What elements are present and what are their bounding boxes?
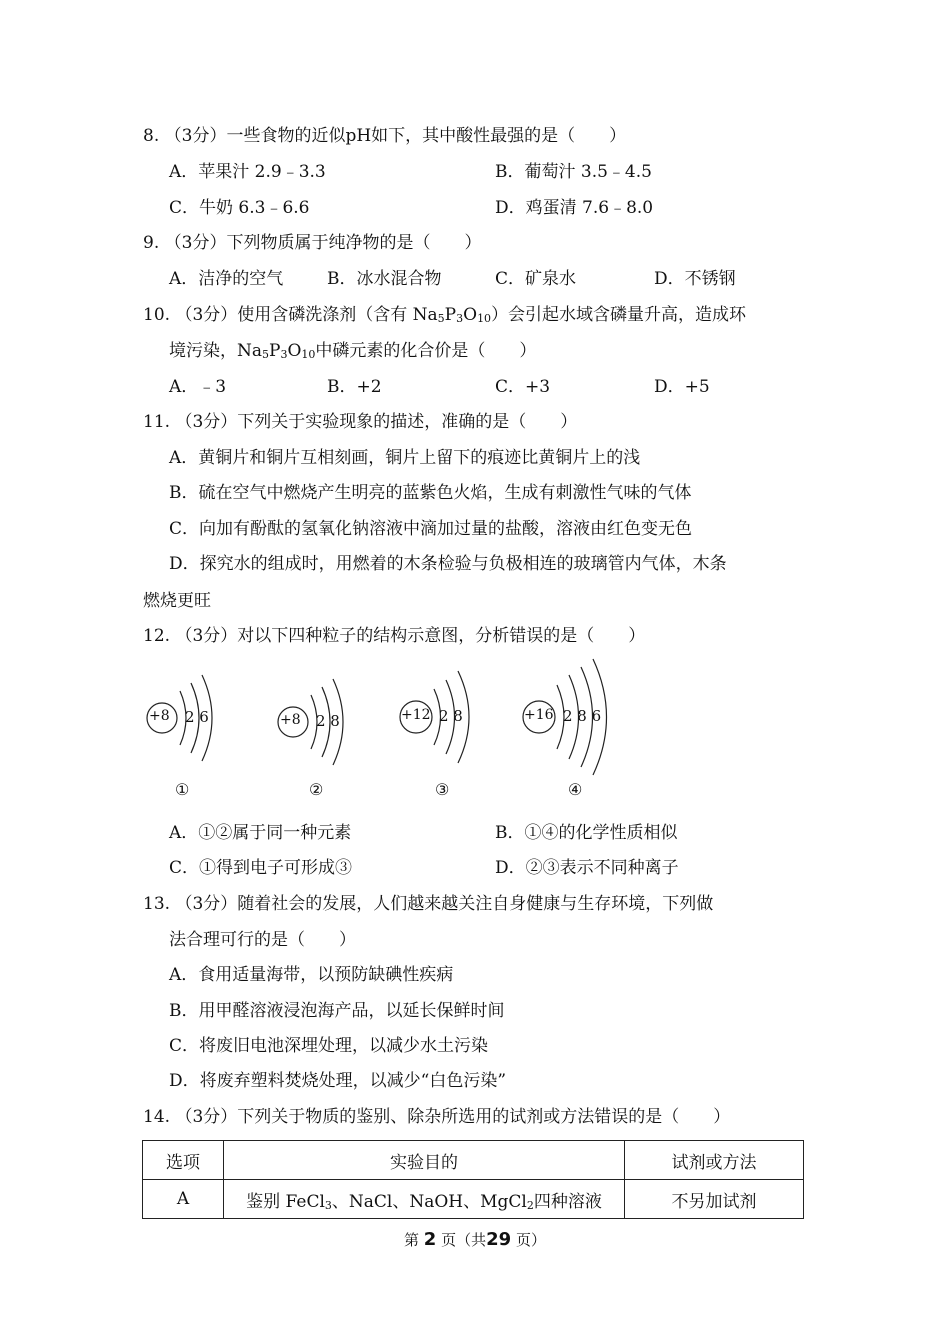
q9-stem: 9. （3分）下列物质属于纯净物的是（ ）: [143, 233, 482, 253]
page-number: 2: [423, 1229, 437, 1250]
page-total: 29: [486, 1229, 512, 1250]
q13-stem: 13. （3分）随着社会的发展，人们越来越关注自身健康与生存环境，下列做: [143, 894, 714, 914]
particle-diagrams: [140, 655, 660, 815]
table-row: [143, 1180, 804, 1219]
q12-stem: 12. （3分）对以下四种粒子的结构示意图，分析错误的是（ ）: [143, 626, 646, 646]
q8-option-b: B．葡萄汁 3.5﹣4.5: [495, 162, 652, 182]
q8-stem: 8. （3分）一些食物的近似pH如下，其中酸性最强的是（ ）: [143, 126, 627, 146]
table-header-method: 试剂或方法: [625, 1141, 804, 1180]
table-cell-purpose: 鉴别 FeCl$_3$、NaCl、NaOH、MgCl$_2$四种溶液: [224, 1180, 625, 1219]
q9-option-a: A．洁净的空气: [169, 269, 284, 289]
q10-stem-line2: 境污染，$Na_5P_3O_{10}$中磷元素的化合价是（ ）: [169, 341, 537, 361]
q9-option-b: B．冰水混合物: [327, 269, 442, 289]
q11-option-a: A．黄铜片和铜片互相刻画，铜片上留下的痕迹比黄铜片上的浅: [169, 448, 641, 468]
particle-4-label: ④: [568, 780, 583, 799]
table-header-purpose: 实验目的: [224, 1141, 625, 1180]
q13-option-a: A．食用适量海带，以预防缺碘性疾病: [169, 965, 454, 985]
table-cell-method: 不另加试剂: [625, 1180, 804, 1219]
q13-option-b: B．用甲醛溶液浸泡海产品，以延长保鲜时间: [169, 1001, 505, 1021]
q8-option-d: D．鸡蛋清 7.6﹣8.0: [495, 198, 654, 218]
q13-stem-line2: 法合理可行的是（ ）: [169, 930, 356, 950]
q13-option-c: C．将废旧电池深埋处理，以减少水土污染: [169, 1036, 489, 1056]
q12-option-b: B．①④的化学性质相似: [495, 823, 678, 843]
q10-option-b: B．+2: [327, 377, 382, 397]
q11-option-b: B．硫在空气中燃烧产生明亮的蓝紫色火焰，生成有刺激性气味的气体: [169, 483, 692, 503]
particle-2-label: ②: [309, 780, 324, 799]
q11-option-c: C．向加有酚酞的氢氧化钠溶液中滴加过量的盐酸，溶液由红色变无色: [169, 519, 693, 539]
q9-option-d: D．不锈钢: [654, 269, 736, 289]
table-header-row: [143, 1141, 804, 1180]
q9-option-c: C．矿泉水: [495, 269, 577, 289]
particle-2-nucleus: +8: [280, 712, 301, 728]
q10-option-d: D．+5: [654, 377, 710, 397]
particle-4-nucleus: +16: [524, 707, 554, 723]
q12-option-a: A．①②属于同一种元素: [169, 823, 352, 843]
q14-table: [142, 1140, 804, 1219]
q10-stem: 10. （3分）使用含磷洗涤剂（含有 $Na_5P_3O_{10}$）会引起水域含磷量升高，造成环: [143, 305, 747, 325]
particle-1-shells: 2 6: [185, 708, 209, 726]
page-footer: 第 2 页（共29 页）: [404, 1229, 546, 1250]
table-cell-option: A: [143, 1180, 224, 1219]
q8-option-a: A．苹果汁 2.9﹣3.3: [169, 162, 326, 182]
particle-4-shells: 2 8 6: [563, 707, 602, 725]
q11-option-d: D．探究水的组成时，用燃着的木条检验与负极相连的玻璃管内气体，木条: [169, 554, 727, 574]
q11-option-d-cont: 燃烧更旺: [143, 591, 211, 611]
particle-3-label: ③: [435, 780, 450, 799]
particle-3-shells: 2 8: [439, 707, 463, 725]
particle-1-label: ①: [175, 780, 190, 799]
q10-option-a: A．﹣3: [169, 377, 227, 397]
particle-2-shells: 2 8: [316, 712, 340, 730]
q10-option-c: C．+3: [495, 377, 551, 397]
q12-option-d: D．②③表示不同种离子: [495, 858, 679, 878]
q8-option-c: C．牛奶 6.3﹣6.6: [169, 198, 310, 218]
q14-stem: 14. （3分）下列关于物质的鉴别、除杂所选用的试剂或方法错误的是（ ）: [143, 1107, 731, 1127]
q12-option-c: C．①得到电子可形成③: [169, 858, 353, 878]
particle-3-nucleus: +12: [401, 707, 431, 723]
table-header-option: 选项: [143, 1141, 224, 1180]
q11-stem: 11. （3分）下列关于实验现象的描述，准确的是（ ）: [143, 412, 578, 432]
q13-option-d: D．将废弃塑料焚烧处理，以减少“白色污染”: [169, 1071, 507, 1091]
particle-1-nucleus: +8: [149, 708, 170, 724]
